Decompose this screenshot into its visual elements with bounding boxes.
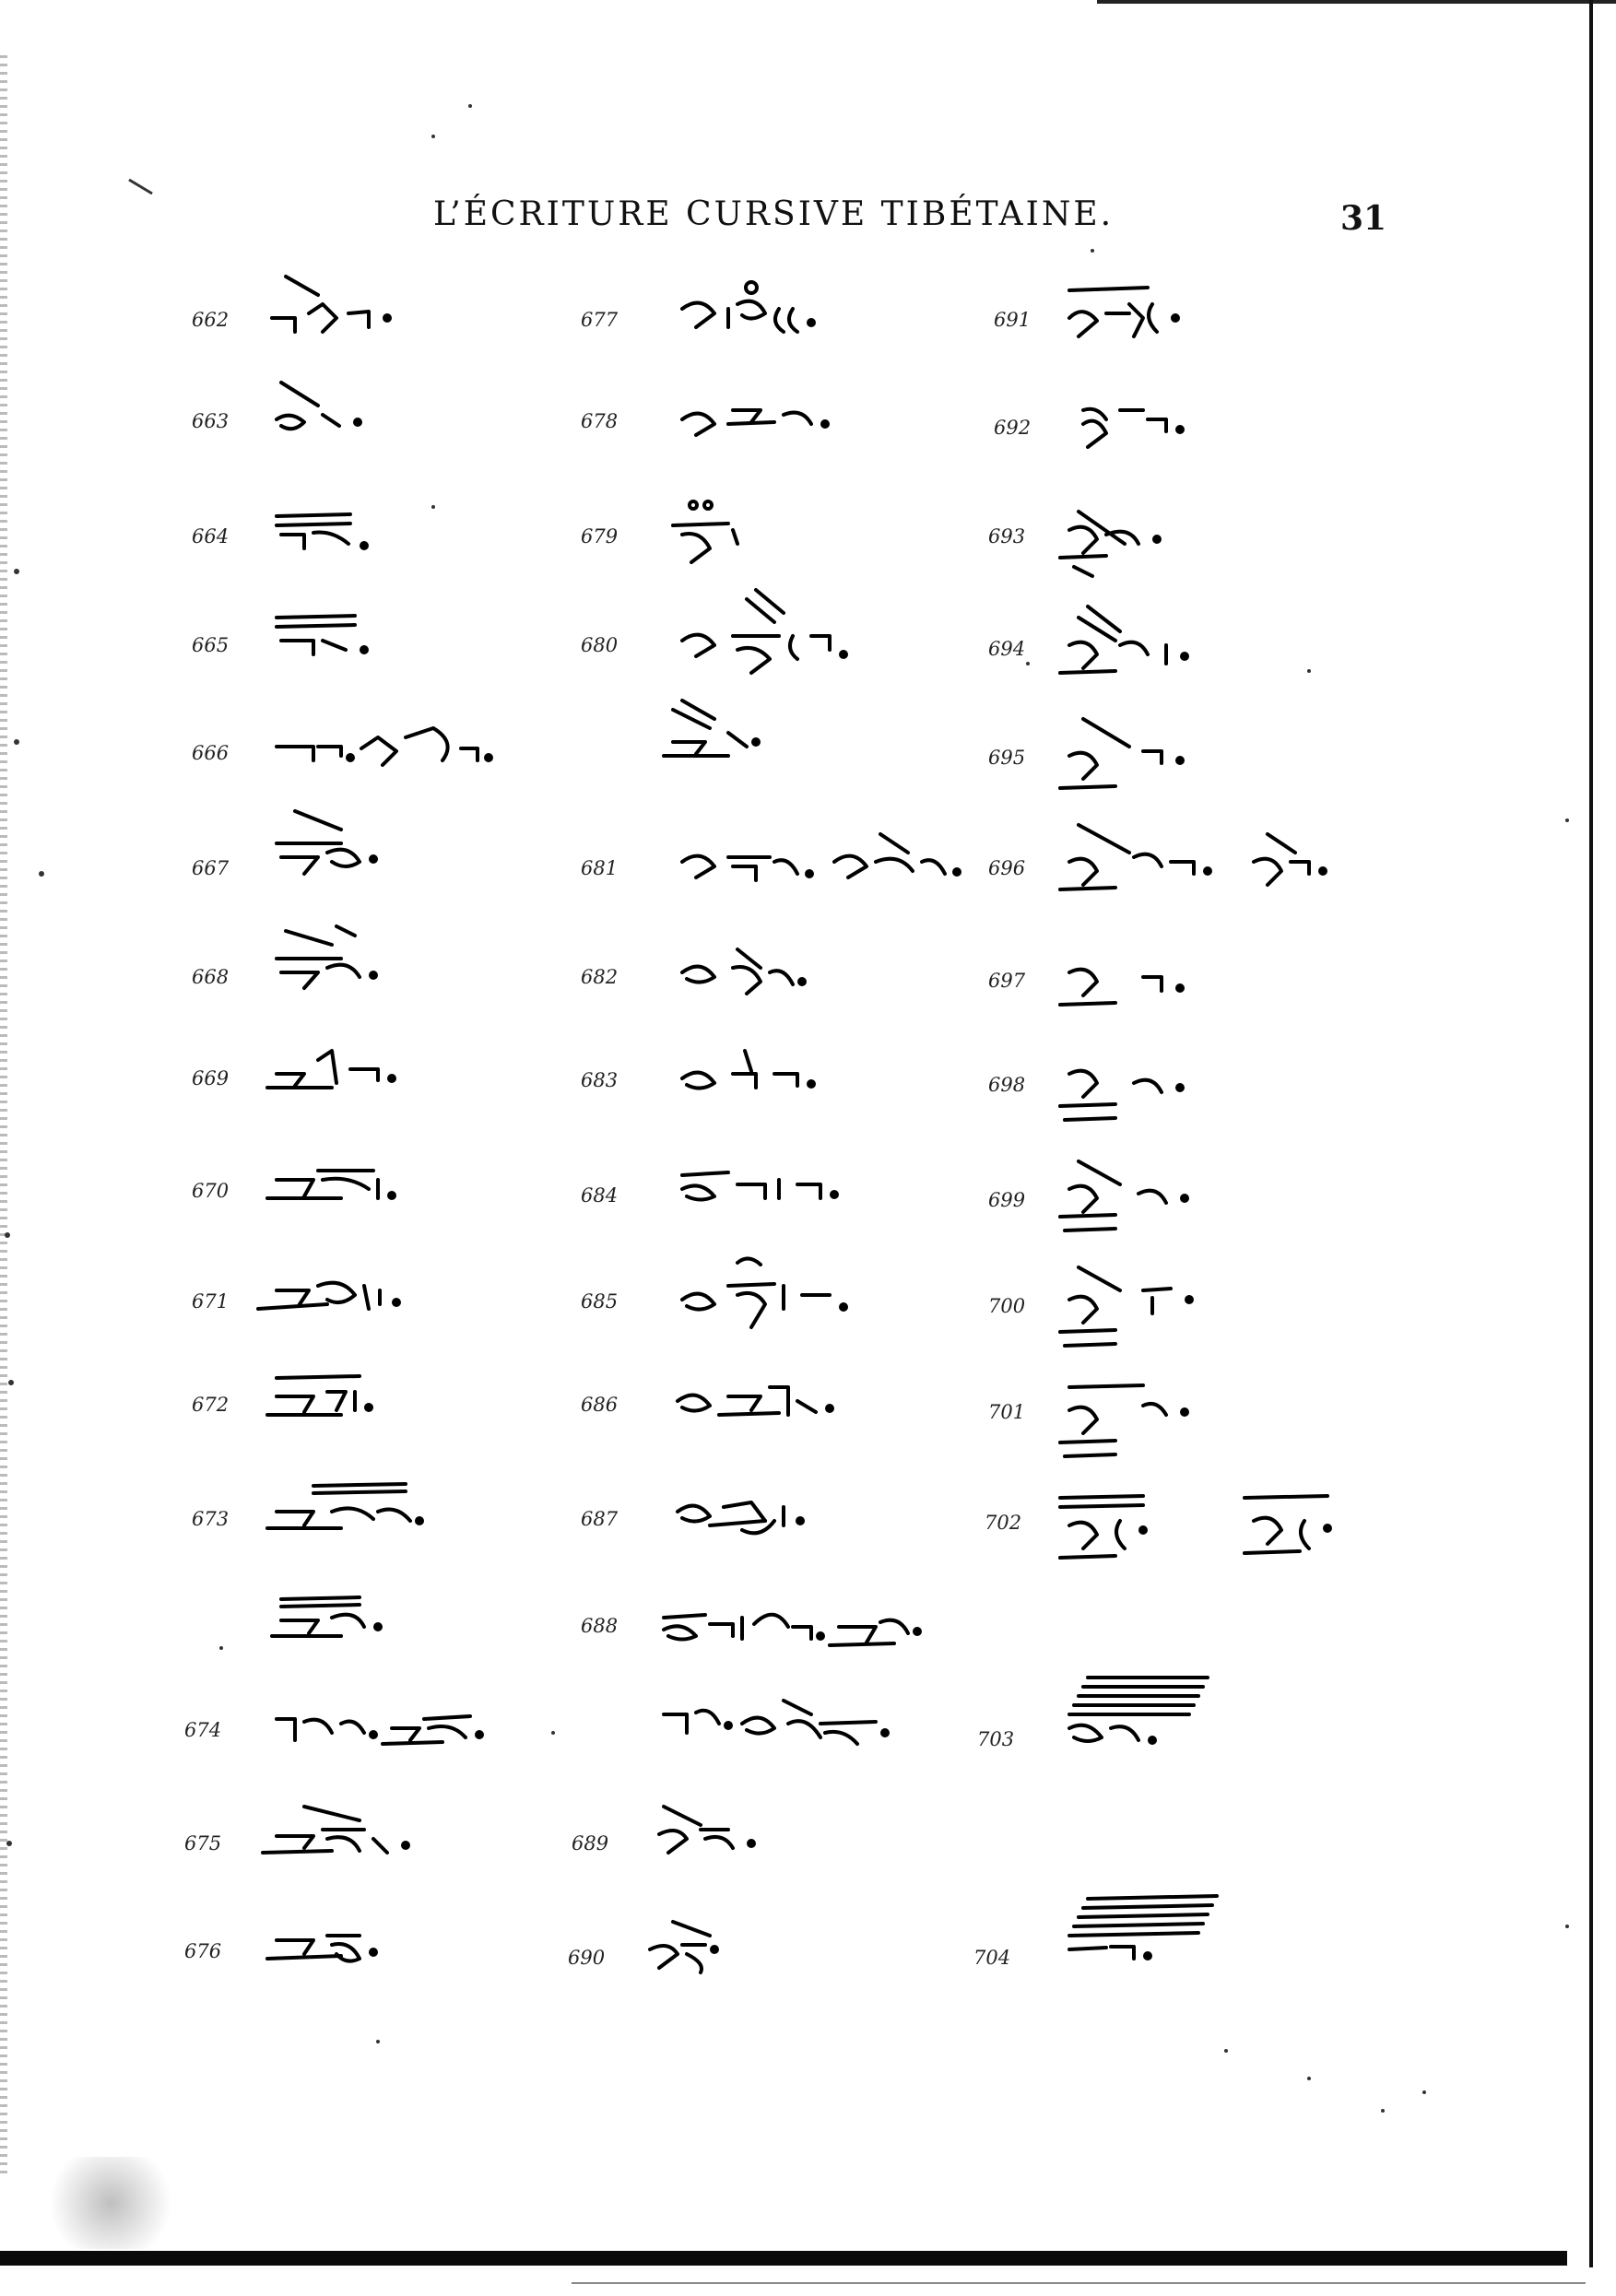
entry-number: 698 (988, 1074, 1026, 1096)
entry-number: 694 (988, 638, 1026, 660)
entry-number: 701 (988, 1401, 1026, 1423)
entry-number: 699 (988, 1189, 1026, 1211)
entry-number: 668 (192, 966, 230, 988)
page-title: L’ÉCRITURE CURSIVE TIBÉTAINE. (433, 195, 1115, 233)
entry-number: 682 (581, 966, 619, 988)
entry-number: 697 (988, 970, 1026, 992)
entry-number: 680 (581, 634, 619, 656)
entry-number: 673 (192, 1508, 230, 1530)
entry-number: 688 (581, 1615, 619, 1637)
entry-number: 677 (581, 309, 619, 331)
entry-number: 667 (192, 857, 230, 879)
entry-number: 678 (581, 410, 619, 432)
entry-number: 700 (988, 1295, 1026, 1317)
entry-number: 693 (988, 525, 1026, 548)
entry-number: 686 (581, 1394, 619, 1416)
entry-number: 663 (192, 410, 230, 432)
entry-number: 702 (985, 1512, 1022, 1534)
entry-number: 672 (192, 1394, 230, 1416)
entry-number: 671 (192, 1290, 230, 1313)
entry-number: 703 (977, 1728, 1015, 1750)
entry-number: 675 (184, 1832, 222, 1854)
entry-number: 696 (988, 857, 1026, 879)
entry-number: 666 (192, 742, 230, 764)
entry-number: 676 (184, 1940, 222, 1962)
entry-number: 665 (192, 634, 230, 656)
entry-number: 692 (994, 417, 1032, 439)
entry-number: 662 (192, 309, 230, 331)
entry-number: 679 (581, 525, 619, 548)
entry-number: 670 (192, 1180, 230, 1202)
entry-number: 674 (184, 1719, 222, 1741)
entry-number: 690 (568, 1947, 606, 1969)
page-number: 31 (1340, 199, 1387, 238)
entry-number: 681 (581, 857, 619, 879)
entry-number: 689 (572, 1832, 609, 1854)
entry-number: 669 (192, 1067, 230, 1089)
entry-number: 691 (994, 309, 1032, 331)
entry-number: 685 (581, 1290, 619, 1313)
entry-number: 695 (988, 747, 1026, 769)
entry-number: 684 (581, 1184, 619, 1207)
entry-number: 704 (973, 1947, 1011, 1969)
entry-number: 683 (581, 1069, 619, 1091)
entry-number: 664 (192, 525, 230, 548)
entry-number: 687 (581, 1508, 619, 1530)
